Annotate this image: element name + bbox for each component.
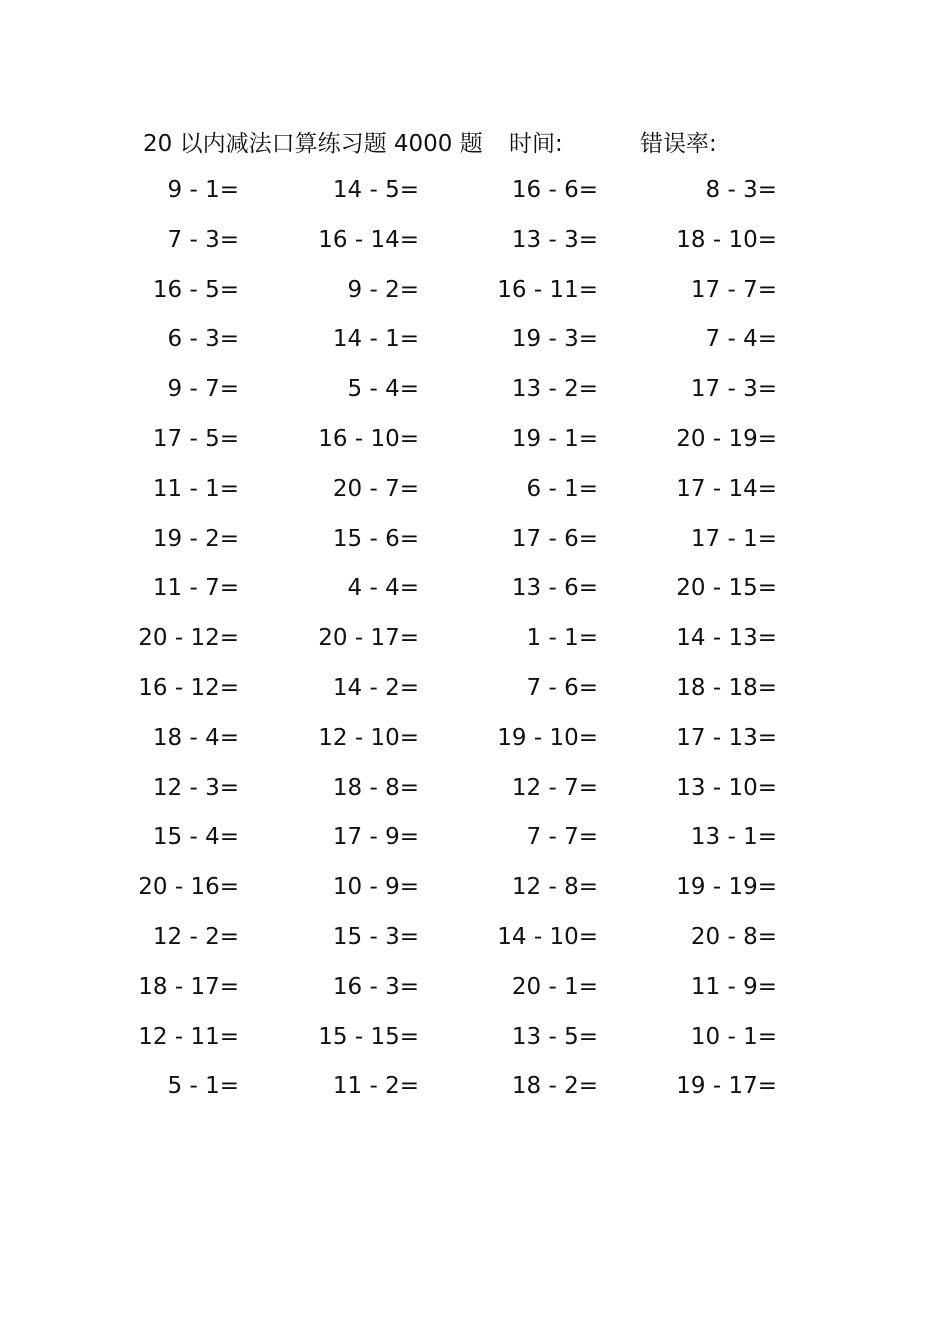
- subtraction-problem: 20 - 8=: [690, 923, 777, 950]
- subtraction-problem: 18 - 4=: [152, 724, 239, 751]
- problem-row: [138, 1013, 803, 1063]
- problem-row: [143, 1062, 803, 1112]
- subtraction-problem: 17 - 1=: [690, 525, 777, 552]
- subtraction-problem: 20 - 16=: [138, 874, 239, 901]
- subtraction-problem: 6 - 3=: [167, 326, 239, 353]
- time-label: 时间:: [509, 131, 563, 157]
- subtraction-problem: 19 - 1=: [511, 425, 598, 452]
- subtraction-problem: 4 - 4=: [347, 575, 419, 602]
- subtraction-problem: 12 - 7=: [511, 774, 598, 801]
- subtraction-problem: 15 - 4=: [152, 824, 239, 851]
- subtraction-problem: 19 - 19=: [676, 874, 777, 901]
- problem-row: [138, 963, 803, 1013]
- subtraction-problem: 13 - 10=: [676, 774, 777, 801]
- problem-row: [138, 614, 803, 664]
- subtraction-problem: 12 - 2=: [152, 923, 239, 950]
- subtraction-problem: 13 - 6=: [511, 575, 598, 602]
- subtraction-problem: 7 - 6=: [526, 674, 598, 701]
- subtraction-problem: 18 - 17=: [138, 973, 239, 1000]
- subtraction-problem: 16 - 3=: [332, 973, 419, 1000]
- subtraction-problem: 11 - 1=: [152, 475, 239, 502]
- subtraction-problem: 15 - 15=: [318, 1023, 419, 1050]
- subtraction-problem: 13 - 2=: [511, 376, 598, 403]
- subtraction-problem: 18 - 10=: [676, 226, 777, 253]
- subtraction-problem: 20 - 7=: [332, 475, 419, 502]
- subtraction-problem: 11 - 9=: [690, 973, 777, 1000]
- worksheet-title: 20 以内减法口算练习题 4000 题: [143, 131, 483, 157]
- subtraction-problem: 16 - 6=: [511, 177, 598, 203]
- subtraction-problem: 17 - 9=: [332, 824, 419, 851]
- problem-row: [143, 166, 803, 216]
- subtraction-problem: 17 - 14=: [676, 475, 777, 502]
- subtraction-problem: 12 - 8=: [511, 874, 598, 901]
- subtraction-problem: 7 - 7=: [526, 824, 598, 851]
- problem-row: [138, 664, 803, 714]
- subtraction-problem: 13 - 1=: [690, 824, 777, 851]
- subtraction-problem: 20 - 1=: [511, 973, 598, 1000]
- problem-row: [143, 216, 803, 266]
- subtraction-problem: 17 - 6=: [511, 525, 598, 552]
- subtraction-problem: 15 - 6=: [332, 525, 419, 552]
- subtraction-problem: 10 - 1=: [690, 1023, 777, 1050]
- subtraction-problem: 16 - 5=: [152, 276, 239, 303]
- subtraction-problem: 16 - 10=: [318, 425, 419, 452]
- subtraction-problem: 5 - 4=: [347, 376, 419, 403]
- problem-row: [143, 913, 803, 963]
- problem-row: [143, 515, 803, 565]
- subtraction-problem: 19 - 10=: [497, 724, 598, 751]
- subtraction-problem: 9 - 1=: [167, 177, 239, 203]
- problem-row: [143, 564, 803, 614]
- subtraction-problem: 13 - 3=: [511, 226, 598, 253]
- subtraction-problem: 14 - 2=: [332, 674, 419, 701]
- subtraction-problem: 10 - 9=: [332, 874, 419, 901]
- subtraction-problem: 12 - 10=: [318, 724, 419, 751]
- problem-row: [143, 465, 803, 515]
- subtraction-problem: 5 - 1=: [167, 1073, 239, 1100]
- subtraction-problem: 12 - 3=: [152, 774, 239, 801]
- subtraction-problem: 6 - 1=: [526, 475, 598, 502]
- subtraction-problem: 19 - 2=: [152, 525, 239, 552]
- subtraction-problem: 11 - 7=: [152, 575, 239, 602]
- subtraction-problem: 17 - 3=: [690, 376, 777, 403]
- subtraction-problem: 15 - 3=: [332, 923, 419, 950]
- problem-row: [143, 415, 803, 465]
- subtraction-problem: 20 - 17=: [318, 625, 419, 652]
- subtraction-problem: 14 - 5=: [332, 177, 419, 203]
- problem-row: [143, 714, 803, 764]
- subtraction-problem: 20 - 15=: [676, 575, 777, 602]
- subtraction-problem: 19 - 17=: [676, 1073, 777, 1100]
- error-rate-label: 错误率:: [640, 131, 717, 157]
- subtraction-problem: 9 - 2=: [347, 276, 419, 303]
- problem-row: [138, 863, 803, 913]
- subtraction-problem: 12 - 11=: [138, 1023, 239, 1050]
- subtraction-problem: 7 - 4=: [705, 326, 777, 353]
- subtraction-problem: 18 - 8=: [332, 774, 419, 801]
- subtraction-problem: 16 - 14=: [318, 226, 419, 253]
- subtraction-problem: 13 - 5=: [511, 1023, 598, 1050]
- subtraction-problem: 18 - 2=: [511, 1073, 598, 1100]
- subtraction-problem: 8 - 3=: [705, 177, 777, 203]
- subtraction-problem: 11 - 2=: [332, 1073, 419, 1100]
- subtraction-problem: 17 - 5=: [152, 425, 239, 452]
- subtraction-problem: 14 - 10=: [497, 923, 598, 950]
- subtraction-problem: 16 - 12=: [138, 674, 239, 701]
- subtraction-problem: 14 - 1=: [332, 326, 419, 353]
- subtraction-problem: 1 - 1=: [526, 625, 598, 652]
- subtraction-problem: 16 - 11=: [497, 276, 598, 303]
- subtraction-problem: 20 - 12=: [138, 625, 239, 652]
- problem-row: [143, 315, 803, 365]
- subtraction-problem: 18 - 18=: [676, 674, 777, 701]
- subtraction-problem: 20 - 19=: [676, 425, 777, 452]
- subtraction-problem: 9 - 7=: [167, 376, 239, 403]
- subtraction-problem: 7 - 3=: [167, 226, 239, 253]
- subtraction-problem: 17 - 13=: [676, 724, 777, 751]
- problem-row: [143, 764, 803, 814]
- problem-row: [143, 266, 803, 316]
- subtraction-problem: 14 - 13=: [676, 625, 777, 652]
- subtraction-problem: 17 - 7=: [690, 276, 777, 303]
- subtraction-problem: 19 - 3=: [511, 326, 598, 353]
- problem-row: [143, 813, 803, 863]
- problem-row: [143, 365, 803, 415]
- problem-grid: [138, 166, 803, 1112]
